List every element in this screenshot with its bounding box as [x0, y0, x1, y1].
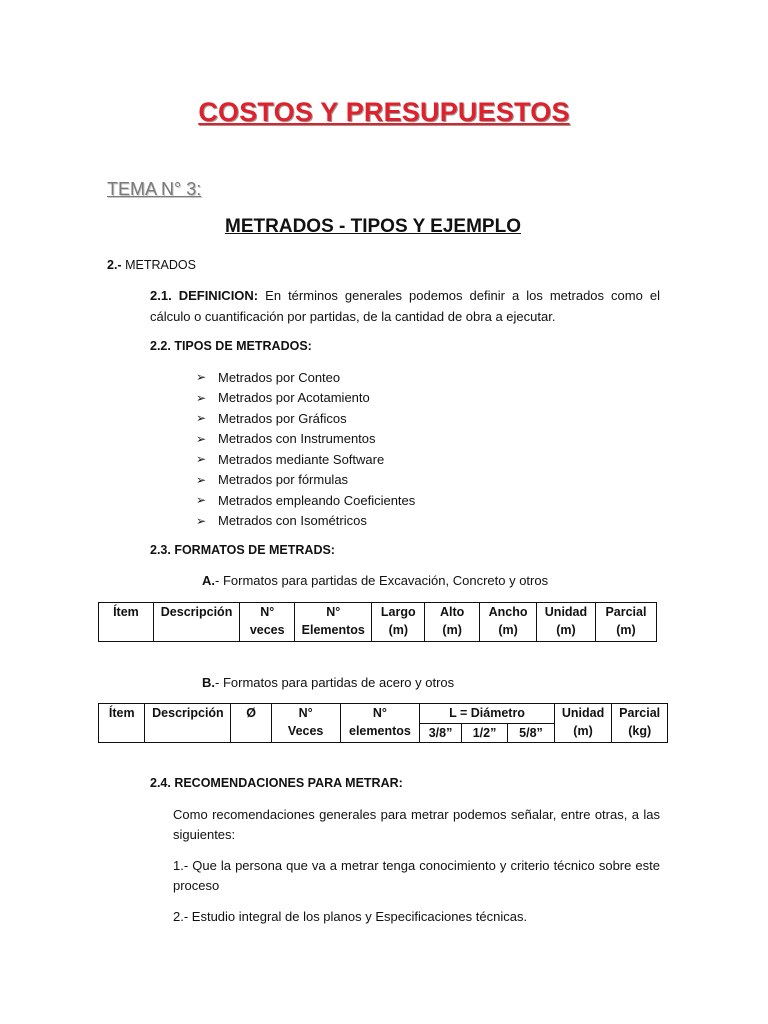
topic-subtitle: METRADOS - TIPOS Y EJEMPLO	[225, 216, 521, 237]
table-header-cell: L = Diámetro	[420, 704, 554, 724]
format-a-caption	[202, 571, 548, 591]
definition-label: 2.1. DEFINICION:	[150, 288, 259, 303]
format-b-caption	[202, 673, 454, 693]
document-title: COSTOS Y PRESUPUESTOS	[198, 97, 570, 127]
section-title: METRADOS	[125, 258, 196, 272]
diameter-symbol-cell: Ø	[231, 704, 271, 743]
recommendation-item: 1.- Que la persona que va a metrar tenga conocimiento y criterio técnico sobre este proceso	[173, 858, 660, 893]
format-b-label: B.	[202, 675, 215, 690]
format-a-table	[98, 602, 657, 642]
definition-text: En términos generales podemos definir a los metrados como el cálculo o cuantificación por partidas, de la cantidad de obra a ejecutar.	[150, 288, 660, 324]
table-header-cell: Parcial (m)	[595, 603, 656, 642]
table-header-cell: Ítem	[99, 603, 154, 642]
table-header-cell: 1/2”	[461, 723, 507, 743]
list-item: ➢ Metrados por Conteo	[196, 369, 341, 385]
arrow-bullet-icon: ➢	[196, 472, 207, 487]
table-header-cell: Unidad (m)	[554, 704, 612, 743]
table-row	[99, 704, 668, 724]
table-header-cell: Parcial (kg)	[612, 704, 668, 743]
arrow-bullet-icon: ➢	[196, 513, 207, 528]
format-a-text: - Formatos para partidas de Excavación, Concreto y otros	[215, 573, 549, 588]
table-header-cell: Alto (m)	[425, 603, 480, 642]
list-item: ➢ Metrados por Acotamiento	[196, 390, 370, 405]
arrow-bullet-icon: ➢	[196, 370, 207, 385]
table-header-cell: Largo (m)	[372, 603, 425, 642]
format-b-text: - Formatos para partidas de acero y otros	[215, 675, 455, 690]
arrow-bullet-icon: ➢	[196, 390, 207, 405]
recommendations-intro: Como recomendaciones generales para metrar podemos señalar, entre otras, a las siguientes:	[173, 807, 660, 842]
section-number: 2.-	[107, 258, 122, 272]
types-heading: 2.2. TIPOS DE METRADOS:	[150, 339, 312, 353]
definition-paragraph	[150, 285, 660, 327]
topic-number: TEMA N° 3:	[107, 179, 202, 199]
table-header-cell: 5/8”	[508, 723, 554, 743]
list-item: ➢ Metrados por Gráficos	[196, 410, 347, 426]
table-header-cell: Unidad (m)	[537, 603, 596, 642]
list-item: ➢ Metrados mediante Software	[196, 451, 385, 467]
table-header-cell: 3/8”	[420, 723, 461, 743]
format-a-label: A.	[202, 573, 215, 588]
table-header-cell: N° Veces	[271, 704, 340, 743]
list-item: ➢ Metrados con Instrumentos	[196, 431, 376, 446]
table-header-cell: N° elementos	[340, 704, 420, 743]
table-row	[99, 603, 657, 642]
formats-heading: 2.3. FORMATOS DE METRADS:	[150, 543, 335, 557]
format-b-table	[98, 703, 668, 743]
arrow-bullet-icon: ➢	[196, 431, 207, 446]
arrow-bullet-icon: ➢	[196, 452, 207, 467]
table-header-cell: Ítem	[99, 704, 145, 743]
list-item: ➢ Metrados con Isométricos	[196, 513, 367, 528]
table-header-cell: Ancho (m)	[480, 603, 537, 642]
table-header-cell: N° Elementos	[295, 603, 372, 642]
types-list	[196, 367, 415, 531]
arrow-bullet-icon: ➢	[196, 493, 207, 508]
recommendation-item: 2.- Estudio integral de los planos y Especificaciones técnicas.	[173, 909, 528, 924]
section-heading	[107, 256, 196, 275]
list-item: ➢ Metrados por fórmulas	[196, 472, 349, 487]
arrow-bullet-icon: ➢	[196, 411, 207, 426]
recommendations-heading: 2.4. RECOMENDACIONES PARA METRAR:	[150, 776, 403, 790]
list-item: ➢ Metrados empleando Coeficientes	[196, 492, 416, 508]
table-header-cell: N° veces	[240, 603, 295, 642]
table-header-cell: Descripción	[145, 704, 231, 743]
table-header-cell: Descripción	[153, 603, 239, 642]
